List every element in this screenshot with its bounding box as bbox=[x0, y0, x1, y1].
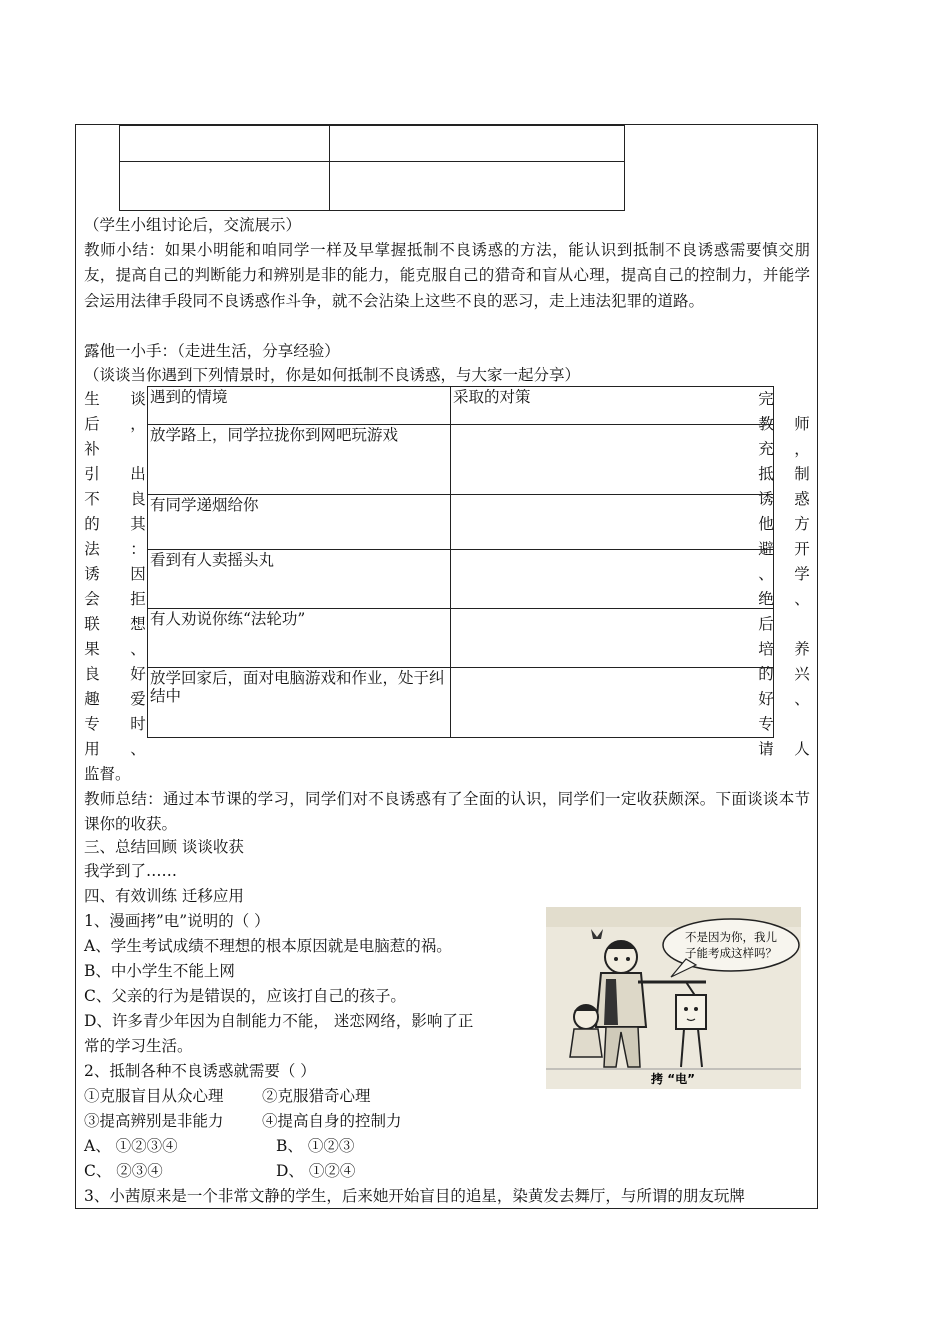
column-char: 专 bbox=[758, 715, 774, 733]
column-char: 充 bbox=[758, 440, 774, 458]
cartoon-image bbox=[546, 907, 801, 1089]
header-situation: 遇到的情境 bbox=[148, 387, 451, 425]
q2-item-1: ①克服盲目从众心理 bbox=[84, 1087, 224, 1105]
section4-title: 四、有效训练 迁移应用 bbox=[84, 887, 244, 905]
teacher-summary-2: 教师总结：通过本节课的学习，同学们对不良诱惑有了全面的认识，同学们一定收获颇深。下面谈谈本节课你的收获。 bbox=[84, 790, 810, 834]
q1-stem: 1、漫画拷”电”说明的（ ） bbox=[84, 912, 270, 930]
column-char: 时 bbox=[130, 715, 146, 733]
column-char: 避 bbox=[758, 540, 774, 558]
column-row bbox=[84, 462, 146, 487]
column-row bbox=[84, 437, 146, 462]
column-char: 出 bbox=[130, 465, 146, 483]
column-char: 生 bbox=[84, 390, 100, 408]
column-row bbox=[84, 487, 146, 512]
column-char: 良 bbox=[130, 490, 146, 508]
q2-option-c: C、 ②③④ bbox=[84, 1162, 163, 1180]
column-row bbox=[84, 387, 146, 412]
column-char: 培 bbox=[758, 640, 774, 658]
column-char bbox=[794, 712, 810, 737]
q2-stem: 2、抵制各种不良诱惑就需要（ ） bbox=[84, 1062, 316, 1080]
column-char: ， bbox=[794, 440, 810, 458]
column-char: ： bbox=[130, 540, 146, 558]
column-row bbox=[84, 512, 146, 537]
column-char: 完 bbox=[758, 390, 774, 408]
q2-option-a: A、 ①②③④ bbox=[84, 1137, 178, 1155]
column-char: 谈 bbox=[130, 390, 146, 408]
column-char: 趣 bbox=[84, 690, 100, 708]
column-char: 方 bbox=[794, 515, 810, 533]
column-char: 诱 bbox=[84, 565, 100, 583]
column-char: 其 bbox=[130, 515, 146, 533]
column-char: 好 bbox=[758, 690, 774, 708]
column-char: 他 bbox=[758, 515, 774, 533]
column-char: 因 bbox=[130, 565, 146, 583]
situation-cell: 有同学递烟给你 bbox=[148, 495, 451, 550]
q2-option-d: D、 ①②④ bbox=[276, 1162, 356, 1180]
column-char bbox=[794, 612, 810, 637]
q2-option-b: B、 ①②③ bbox=[276, 1137, 355, 1155]
column-char: 开 bbox=[794, 540, 810, 558]
activity-title: 露他一小手：（走进生活，分享经验） bbox=[84, 342, 340, 360]
column-row bbox=[84, 687, 146, 712]
q2-item-2: ②克服猎奇心理 bbox=[262, 1087, 371, 1105]
column-char: 学 bbox=[794, 565, 810, 583]
column-char: 果 bbox=[84, 640, 100, 658]
column-char: 请 bbox=[758, 740, 774, 758]
supervise-text: 监督。 bbox=[84, 765, 131, 783]
column-char: 想 bbox=[130, 615, 146, 633]
situation-cell: 看到有人卖摇头丸 bbox=[148, 550, 451, 609]
section3-text: 我学到了…… bbox=[84, 862, 178, 880]
strategy-cell[interactable] bbox=[451, 495, 774, 550]
section3-title: 三、总结回顾 谈谈收获 bbox=[84, 838, 244, 856]
column-char: 会 bbox=[84, 590, 100, 608]
column-char: 兴 bbox=[794, 665, 810, 683]
column-char: 、 bbox=[794, 590, 810, 608]
q1-option-d-cont: 常的学习生活。 bbox=[84, 1037, 193, 1055]
column-row bbox=[84, 712, 146, 737]
strategy-cell[interactable] bbox=[451, 609, 774, 668]
intro-note: （学生小组讨论后，交流展示） bbox=[84, 216, 302, 234]
column-char: 、 bbox=[130, 640, 146, 658]
situation-table bbox=[147, 386, 774, 738]
column-row bbox=[84, 537, 146, 562]
column-char: 、 bbox=[794, 690, 810, 708]
header-strategy: 采取的对策 bbox=[451, 387, 774, 425]
column-char: 教 bbox=[758, 415, 774, 433]
column-char: 惑 bbox=[794, 490, 810, 508]
situation-cell: 放学回家后，面对电脑游戏和作业，处于纠结中 bbox=[148, 668, 451, 738]
column-row bbox=[84, 737, 146, 762]
situation-cell: 有人劝说你练“法轮功” bbox=[148, 609, 451, 668]
column-char bbox=[794, 387, 810, 412]
column-char: 补 bbox=[84, 440, 100, 458]
cartoon-caption: 拷 “电” bbox=[651, 1072, 695, 1086]
strategy-cell[interactable] bbox=[451, 550, 774, 609]
q1-option-b: B、中小学生不能上网 bbox=[84, 962, 235, 980]
column-char: 后 bbox=[758, 615, 774, 633]
column-char: 用 bbox=[84, 740, 100, 758]
column-row bbox=[84, 587, 146, 612]
column-char: 爱 bbox=[130, 690, 146, 708]
column-row bbox=[84, 612, 146, 637]
teacher-summary-1: 教师小结：如果小明能和咱同学一样及早掌握抵制不良诱惑的方法，能认识到抵制不良诱惑需要慎交朋友，提高自己的判断能力和辨别是非的能力，能克服自己的猎奇和盲从心理，提高自己的控制力，并能学会运用法律手段同不良诱惑作斗争，就不会沾染上这些不良的恶习，走上违法犯罪的道路。 bbox=[84, 241, 810, 310]
q1-option-d: D、许多青少年因为自制能力不能， 迷恋网络，影响了正 bbox=[84, 1012, 474, 1030]
column-char: 不 bbox=[84, 490, 100, 508]
q2-item-3: ③提高辨别是非能力 bbox=[84, 1112, 224, 1130]
column-row bbox=[84, 562, 146, 587]
column-char: 、 bbox=[130, 740, 146, 758]
column-char: 法 bbox=[84, 540, 100, 558]
q1-option-a: A、学生考试成绩不理想的根本原因就是电脑惹的祸。 bbox=[84, 937, 452, 955]
column-char: 养 bbox=[794, 640, 810, 658]
column-char: 绝 bbox=[758, 590, 774, 608]
column-char: 师 bbox=[794, 415, 810, 433]
top-table-fragment bbox=[119, 125, 625, 211]
column-char: 专 bbox=[84, 715, 100, 733]
column-row bbox=[84, 637, 146, 662]
strategy-cell[interactable] bbox=[451, 668, 774, 738]
activity-prompt: （谈谈当你遇到下列情景时，你是如何抵制不良诱惑，与大家一起分享） bbox=[84, 366, 581, 384]
column-char: 的 bbox=[84, 515, 100, 533]
q1-option-c: C、父亲的行为是错误的，应该打自己的孩子。 bbox=[84, 987, 406, 1005]
column-char bbox=[130, 437, 146, 462]
cartoon-speech-line1: 不是因为你，我儿 bbox=[685, 930, 777, 944]
column-char: 良 bbox=[84, 665, 100, 683]
column-char: 的 bbox=[758, 665, 774, 683]
column-char: 人 bbox=[794, 740, 810, 758]
column-row bbox=[84, 662, 146, 687]
column-char: 、 bbox=[758, 565, 774, 583]
cartoon-speech-line2: 子能考成这样吗？ bbox=[685, 946, 777, 960]
q3-stem: 3、小茜原来是一个非常文静的学生，后来她开始盲目的追星，染黄发去舞厅，与所谓的朋友玩牌 bbox=[84, 1187, 745, 1205]
column-row bbox=[758, 737, 810, 762]
q2-item-4: ④提高自身的控制力 bbox=[262, 1112, 402, 1130]
left-column-text bbox=[84, 387, 146, 762]
column-char: 后 bbox=[84, 415, 100, 433]
situation-cell: 放学路上，同学拉拢你到网吧玩游戏 bbox=[148, 425, 451, 495]
column-row bbox=[84, 412, 146, 437]
column-char: 好 bbox=[130, 665, 146, 683]
column-char: 抵 bbox=[758, 465, 774, 483]
column-char: 诱 bbox=[758, 490, 774, 508]
column-char: ， bbox=[130, 415, 146, 433]
column-char: 制 bbox=[794, 465, 810, 483]
strategy-cell[interactable] bbox=[451, 425, 774, 495]
column-char: 引 bbox=[84, 465, 100, 483]
column-char: 联 bbox=[84, 615, 100, 633]
column-char: 拒 bbox=[130, 590, 146, 608]
